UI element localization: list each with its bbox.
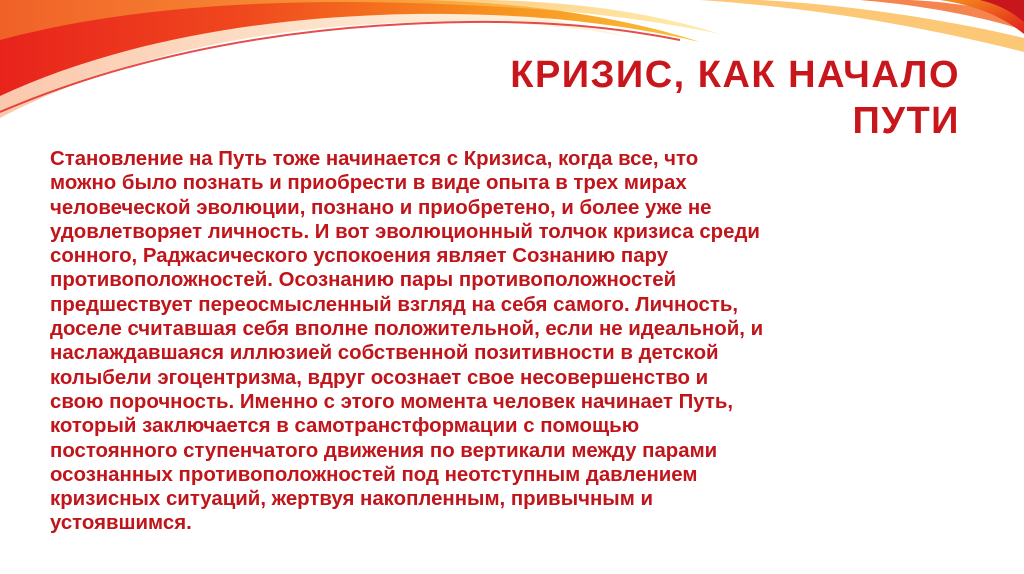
slide-title: КРИЗИС, КАК НАЧАЛО ПУТИ <box>510 54 960 142</box>
slide-body-text: Становление на Путь тоже начинается с Кризиса, когда все, что можно было познать и приобрести в виде опыта в трех мирах человеческой эволюции, познано и приобретено, и более уже не удовлетворяет личность. И вот эволюционный толчок кризиса среди сонного, Раджасического успокоения являет Сознанию пару противоположностей. Осознанию пары противоположностей предшествует переосмысленный взгляд на себя самого. Личность, доселе считавшая себя вполне положительной, если не идеальной, и наслаждавшаяся иллюзией собственной позитивности в детской колыбели эгоцентризма, вдруг осознает свое несовершенство и свою порочность. Именно с этого момента человек начинает Путь, который заключается в самотранстформации с помощью постоянного ступенчатого движения по вертикали между парами осознанных противоположностей под неотступным давлением кризисных ситуаций, жертвуя накопленным, привычным и устоявшимся. <box>50 148 764 535</box>
